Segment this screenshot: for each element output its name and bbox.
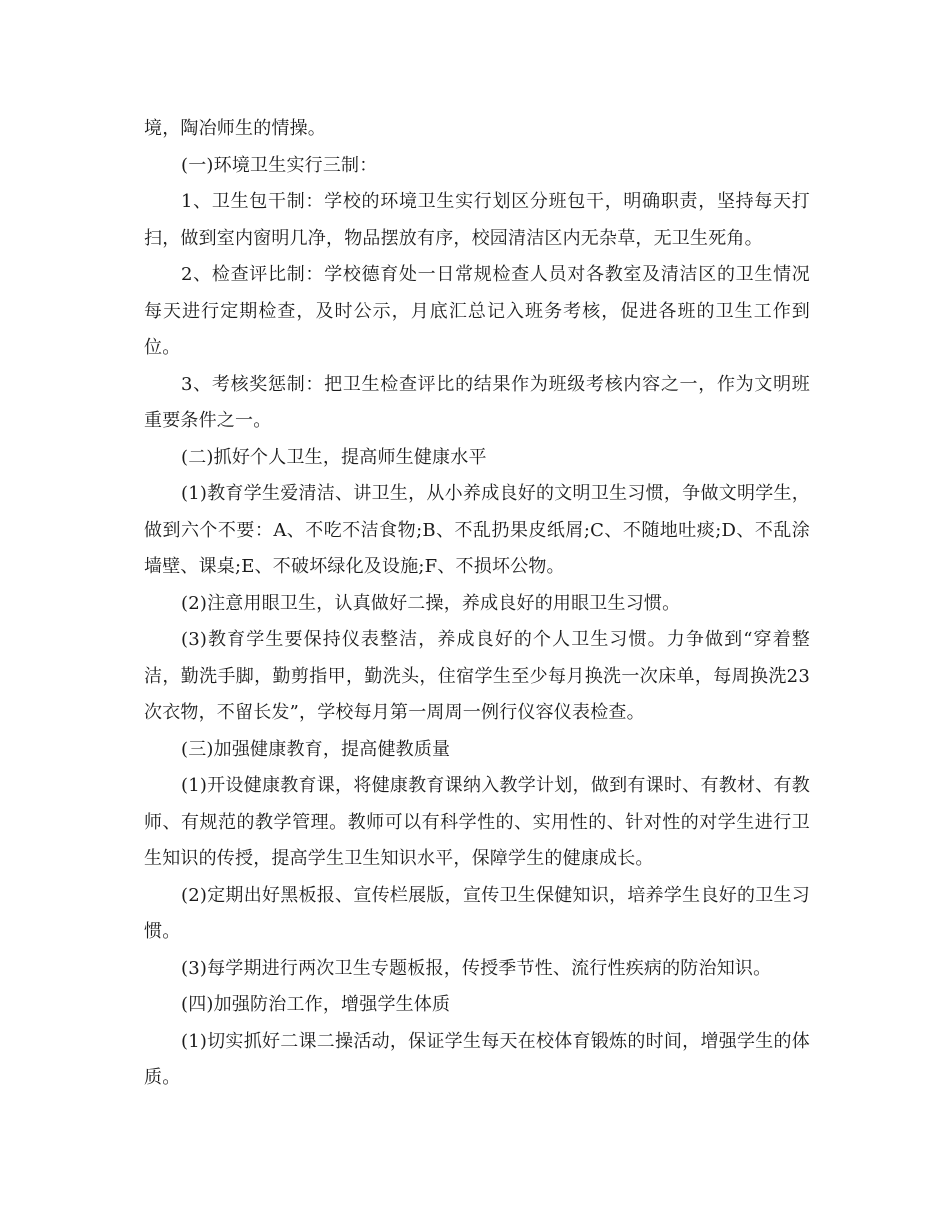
paragraph: 3、考核奖惩制：把卫生检查评比的结果作为班级考核内容之一，作为文明班重要条件之一。: [144, 373, 810, 431]
section-heading: (三)加强健康教育，提高健教质量: [181, 738, 451, 760]
paragraph: (3)每学期进行两次卫生专题板报，传授季节性、流行性疾病的防治知识。: [181, 957, 772, 979]
paragraph: (1)开设健康教育课，将健康教育课纳入教学计划，做到有课时、有教材、有教师、有规范的教学管理。教师可以有科学性的、实用性的、针对性的对学生进行卫生知识的传授，提高学生卫生知识水平，保障学生的健康成长。: [144, 775, 810, 869]
section-heading: (四)加强防治工作，增强学生体质: [181, 994, 451, 1015]
paragraph: 境，陶冶师生的情操。: [144, 118, 326, 139]
paragraph: (2)注意用眼卫生，认真做好二操，养成良好的用眼卫生习惯。: [181, 592, 681, 614]
section-heading: (二)抓好个人卫生，提高师生健康水平: [181, 446, 487, 468]
paragraph: (3)教育学生要保持仪表整洁，养成良好的个人卫生习惯。力争做到“穿着整洁，勤洗手脚，勤剪指甲，勤洗头，住宿学生至少每月换洗一次床单，每周换洗23次衣物，不留长发”，学校每月第一周周一例行仪容仪表检查。: [144, 629, 810, 723]
document-body: [144, 111, 810, 1097]
paragraph: 1、卫生包干制：学校的环境卫生实行划区分班包干，明确职责，坚持每天打扫，做到室内窗明几净，物品摆放有序，校园清洁区内无杂草，无卫生死角。: [144, 191, 810, 249]
section-heading: (一)环境卫生实行三制：: [181, 154, 378, 176]
paragraph: 2、检查评比制：学校德育处一日常规检查人员对各教室及清洁区的卫生情况每天进行定期检查，及时公示，月底汇总记入班务考核，促进各班的卫生工作到位。: [144, 264, 810, 358]
paragraph: (1)教育学生爱清洁、讲卫生，从小养成良好的文明卫生习惯，争做文明学生，做到六个不要：A、不吃不洁食物;B、不乱扔果皮纸屑;C、不随地吐痰;D、不乱涂墙壁、课桌;E、不破坏绿化及设施;F、不损坏公物。: [144, 483, 810, 577]
paragraph: (1)切实抓好二课二操活动，保证学生每天在校体育锻炼的时间，增强学生的体质。: [144, 1030, 810, 1088]
paragraph: (2)定期出好黑板报、宣传栏展版，宣传卫生保健知识，培养学生良好的卫生习惯。: [144, 884, 810, 942]
